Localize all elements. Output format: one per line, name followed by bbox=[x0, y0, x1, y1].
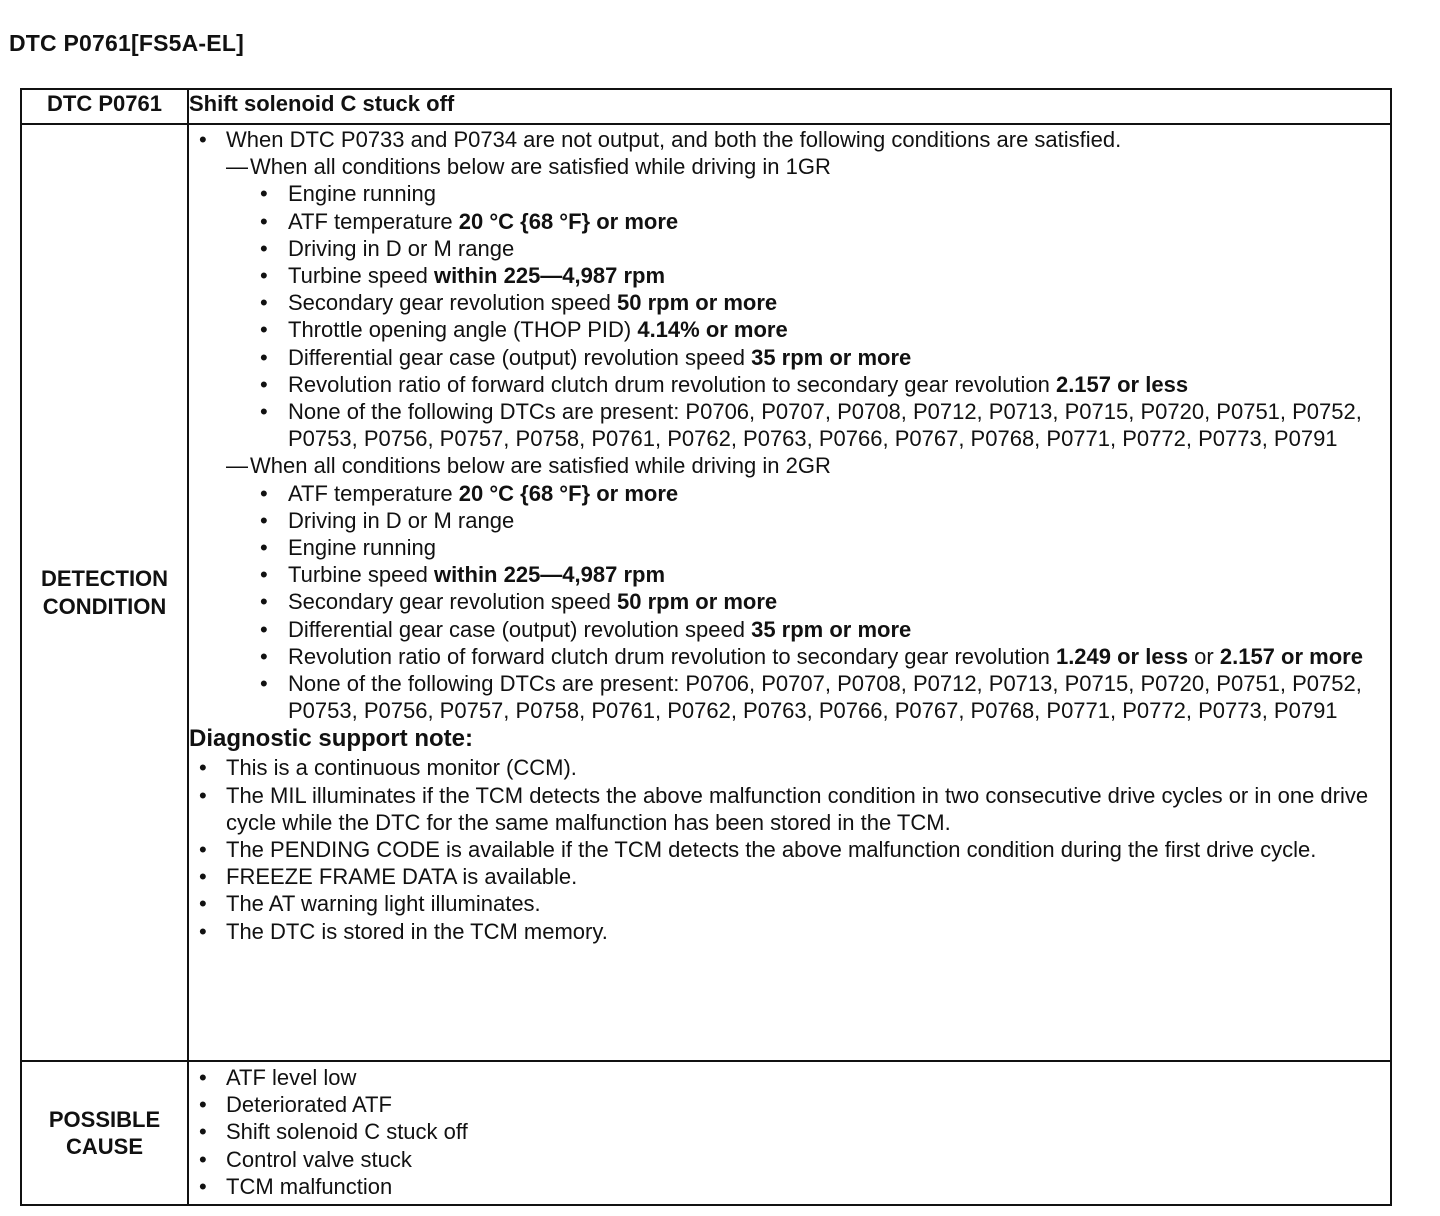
condition-text: Revolution ratio of forward clutch drum revolution to secondary gear revolution bbox=[288, 643, 1056, 669]
list-item: • ATF level low bbox=[189, 1064, 1390, 1091]
list-item bbox=[189, 398, 1390, 452]
condition-text: or bbox=[1188, 643, 1220, 669]
list-item bbox=[189, 262, 1390, 289]
gr2-heading-text: When all conditions below are satisfied while driving in 2GR bbox=[250, 453, 831, 479]
list-item bbox=[189, 180, 1390, 207]
condition-value: 4.14% or more bbox=[637, 317, 788, 343]
list-item: • The MIL illuminates if the TCM detects the above malfunction condition in two consecutive drive cycles or in one drive cycle while the DTC for the same malfunction has been stored in the TCM. bbox=[189, 782, 1390, 836]
detection-label-line2: CONDITION bbox=[42, 593, 167, 619]
gr1-dash: — bbox=[226, 154, 248, 180]
list-item: • The DTC is stored in the TCM memory. bbox=[189, 918, 1390, 945]
list-item bbox=[189, 208, 1390, 235]
condition-text: Revolution ratio of forward clutch drum revolution to secondary gear revolution bbox=[288, 371, 1056, 397]
dtc-code-cell: DTC P0761 bbox=[21, 89, 188, 124]
condition-text: Driving in D or M range bbox=[288, 235, 515, 261]
list-item: • TCM malfunction bbox=[189, 1173, 1390, 1200]
condition-text: Secondary gear revolution speed bbox=[288, 589, 617, 615]
cause-label-line1: POSSIBLE bbox=[48, 1106, 161, 1132]
list-item bbox=[189, 507, 1390, 534]
list-item bbox=[189, 480, 1390, 507]
condition-value: 2.157 or more bbox=[1219, 643, 1363, 669]
condition-value: 2.157 or less bbox=[1055, 371, 1189, 397]
diagnostic-note-title: Diagnostic support note: bbox=[189, 725, 473, 753]
possible-cause-label bbox=[21, 1061, 188, 1205]
list-item: • The PENDING CODE is available if the TCM detects the above malfunction condition during the first drive cycle. bbox=[189, 836, 1390, 863]
detection-condition-label bbox=[21, 124, 188, 1061]
list-item: • Shift solenoid C stuck off bbox=[189, 1118, 1390, 1145]
condition-text: Engine running bbox=[288, 535, 437, 561]
gr2-conditions bbox=[189, 480, 1390, 725]
possible-cause-row bbox=[21, 1061, 1391, 1205]
page-title: DTC P0761[FS5A-EL] bbox=[9, 30, 244, 56]
list-item bbox=[189, 616, 1390, 643]
condition-text: None of the following DTCs are present: P0706, P0707, P0708, P0712, P0713, P0715, P0720, P0751, P0752, P0753, P0756, P0757, P0758, P0761, P0762, P0763, P0766, P0767, P0768, P0771, P0772, P0773, P0791 bbox=[288, 399, 1362, 452]
condition-text: Secondary gear revolution speed bbox=[288, 290, 617, 316]
list-item bbox=[189, 643, 1390, 670]
condition-text: ATF temperature bbox=[288, 208, 459, 234]
condition-text: Throttle opening angle (THOP PID) bbox=[288, 317, 638, 343]
condition-value: 20 °C {68 °F} or more bbox=[458, 208, 679, 234]
list-item bbox=[189, 561, 1390, 588]
detection-intro: • When DTC P0733 and P0734 are not output, and both the following conditions are satisfied. bbox=[189, 126, 1390, 153]
detection-label-line1: DETECTION bbox=[40, 566, 169, 591]
gr2-heading bbox=[189, 452, 1390, 479]
gr1-conditions bbox=[189, 180, 1390, 452]
condition-text: Turbine speed bbox=[288, 562, 434, 588]
list-item: • The AT warning light illuminates. bbox=[189, 890, 1390, 917]
condition-text: ATF temperature bbox=[288, 480, 459, 506]
gr1-heading-text: When all conditions below are satisfied while driving in 1GR bbox=[250, 154, 831, 180]
condition-value: within 225—4,987 rpm bbox=[433, 562, 666, 588]
gr1-heading bbox=[189, 153, 1390, 180]
condition-text: Differential gear case (output) revolution speed bbox=[288, 616, 752, 642]
list-item bbox=[189, 316, 1390, 343]
condition-value: 50 rpm or more bbox=[617, 589, 778, 615]
detection-condition-row bbox=[21, 124, 1391, 1061]
list-item: • Deteriorated ATF bbox=[189, 1091, 1390, 1118]
list-item bbox=[189, 289, 1390, 316]
condition-value: 1.249 or less bbox=[1055, 643, 1189, 669]
dtc-table bbox=[20, 88, 1392, 1206]
condition-value: 20 °C {68 °F} or more bbox=[458, 480, 679, 506]
condition-text: Driving in D or M range bbox=[288, 507, 515, 533]
condition-value: 35 rpm or more bbox=[751, 344, 912, 370]
condition-value: within 225—4,987 rpm bbox=[433, 263, 666, 289]
list-item bbox=[189, 670, 1390, 724]
diagnostic-notes bbox=[189, 754, 1390, 944]
list-item: • Control valve stuck bbox=[189, 1146, 1390, 1173]
condition-text: Differential gear case (output) revolution speed bbox=[288, 344, 752, 370]
table-header-row bbox=[21, 89, 1391, 124]
list-item bbox=[189, 534, 1390, 561]
condition-value: 35 rpm or more bbox=[751, 616, 912, 642]
condition-text: Turbine speed bbox=[288, 263, 434, 289]
list-item bbox=[189, 588, 1390, 615]
condition-text: Engine running bbox=[288, 181, 437, 207]
cause-list bbox=[189, 1064, 1390, 1200]
list-item bbox=[189, 235, 1390, 262]
condition-value: 50 rpm or more bbox=[617, 290, 778, 316]
detection-list bbox=[189, 126, 1390, 153]
list-item bbox=[189, 344, 1390, 371]
condition-text: None of the following DTCs are present: P0706, P0707, P0708, P0712, P0713, P0715, P0720, P0751, P0752, P0753, P0756, P0757, P0758, P0761, P0762, P0763, P0766, P0767, P0768, P0771, P0772, P0773, P0791 bbox=[288, 671, 1362, 724]
list-item: • FREEZE FRAME DATA is available. bbox=[189, 863, 1390, 890]
detection-condition-content bbox=[188, 124, 1391, 1061]
cause-label-line2: CAUSE bbox=[65, 1134, 143, 1159]
list-item: • This is a continuous monitor (CCM). bbox=[189, 754, 1390, 781]
list-item bbox=[189, 371, 1390, 398]
possible-cause-content bbox=[188, 1061, 1391, 1205]
gr2-dash: — bbox=[226, 453, 248, 479]
dtc-description-cell: Shift solenoid C stuck off bbox=[188, 89, 1391, 124]
